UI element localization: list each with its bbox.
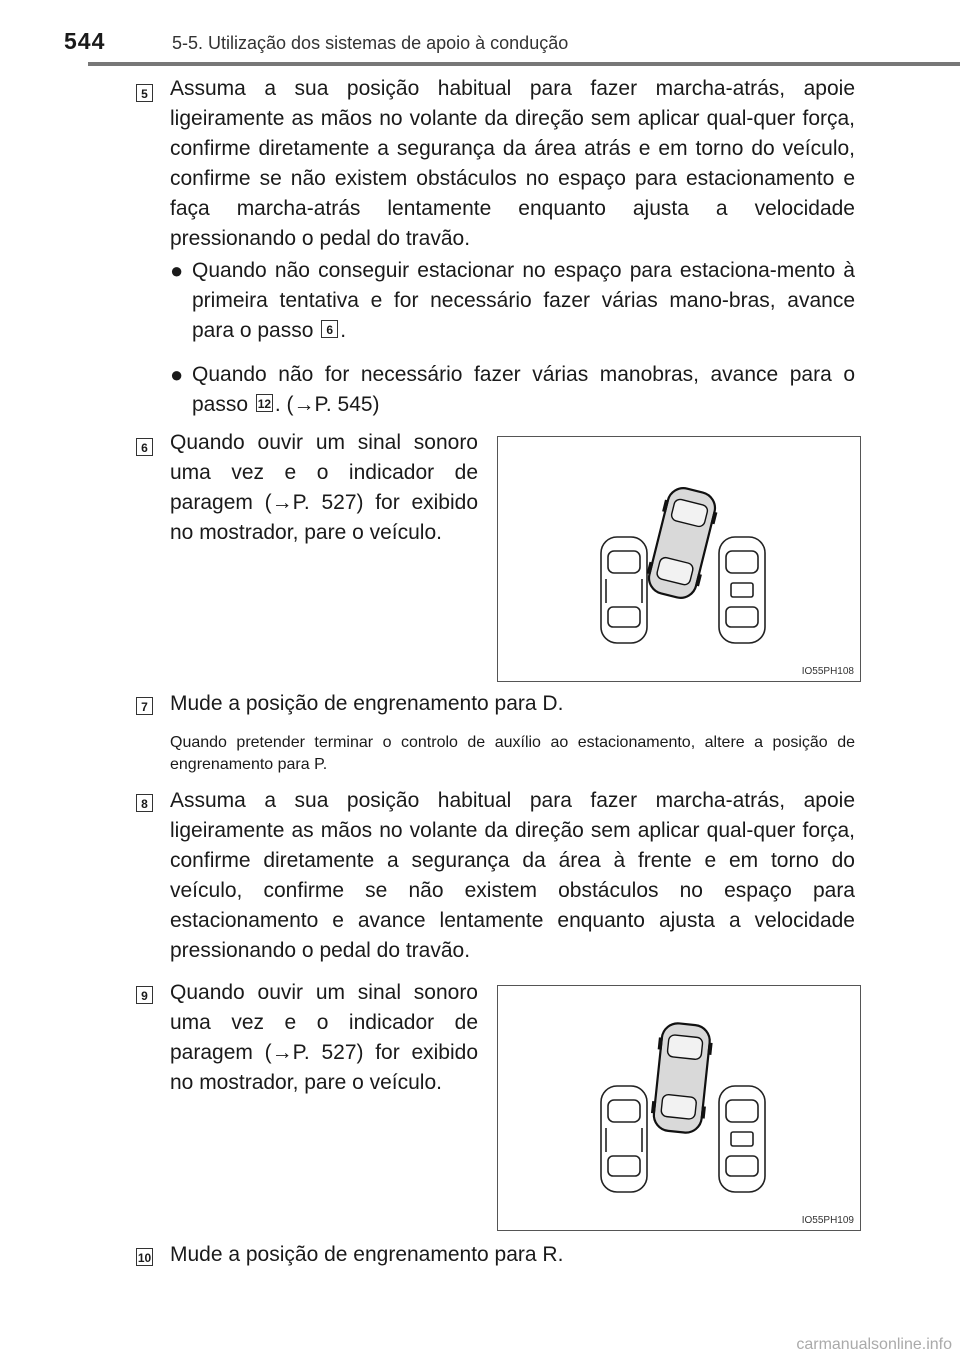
parked-car-left [601,1086,647,1192]
step-ref-link[interactable]: 12 [256,394,273,412]
bullet-1-text: Quando não conseguir estacionar no espaço para estaciona-mento à primeira tentativa e for necessário fazer várias mano-bras, avance para o passo 6 . [192,259,855,342]
step-7-text: Mude a posição de engrenamento para D. [170,692,564,715]
step-number-5: 5 [136,84,153,102]
maneuvering-car [643,484,722,602]
step-7-note: Quando pretender terminar o controlo de auxílio ao estacionamento, altere a posição de engrenamento para P. [170,734,855,773]
step-number-10: 10 [136,1248,153,1266]
parking-figure-2 [497,985,861,1231]
section-title: 5-5. Utilização dos sistemas de apoio à condução [172,33,569,53]
step-10-text: Mude a posição de engrenamento para R. [170,1243,564,1266]
step-8-text: Assuma a sua posição habitual para fazer marcha-atrás, apoie ligeiramente as mãos no volante da direção sem aplicar qual-quer força, confirme diretamente a segurança da área à frente e em torno do veículo, confirme se não existem obstáculos no espaço para estacionamento e avance lentamente enquanto ajusta a velocidade pressionando o pedal do travão. [170,789,855,962]
parking-illustration [498,986,860,1230]
step-number-9: 9 [136,986,153,1004]
step-ref-link[interactable]: 6 [321,320,338,338]
step-5-bullet-1 [170,256,855,348]
parked-car-right [719,537,765,643]
parked-car-right [719,1086,765,1192]
figure-code: IO55PH109 [801,1215,854,1226]
parked-car-left [601,537,647,643]
page-number: 544 [64,28,106,54]
bullet-2-text: Quando não for necessário fazer várias manobras, avance para o passo 12 . (→P. 545) [192,363,855,416]
figure-code: IO55PH108 [801,666,854,677]
step-number-7: 7 [136,697,153,715]
step-6-text: Quando ouvir um sinal sonoro uma vez e o indicador de paragem (→P. 527) for exibido no mostrador, pare o veículo. [170,431,478,544]
bullet-icon: ● [170,362,184,387]
step-number-6: 6 [136,438,153,456]
step-5-text: Assuma a sua posição habitual para fazer marcha-atrás, apoie ligeiramente as mãos no volante da direção sem aplicar qual-quer força, confirme diretamente a segurança da área atrás e em torno do veículo, confirme se não existem obstáculos no espaço para estacionamento e faça marcha-atrás lentamente enquanto ajusta a velocidade pressionando o pedal do travão. [170,77,855,250]
maneuvering-car [649,1021,714,1134]
step-number-8: 8 [136,794,153,812]
watermark: carmanualsonline.info [796,1336,952,1353]
bullet-icon: ● [170,258,184,283]
parking-illustration [498,437,860,681]
step-5-bullet-2 [170,360,855,422]
step-9-text: Quando ouvir um sinal sonoro uma vez e o indicador de paragem (→P. 527) for exibido no mostrador, pare o veículo. [170,981,478,1094]
page-header [0,0,960,70]
parking-figure-1 [497,436,861,682]
header-rule [88,62,960,66]
